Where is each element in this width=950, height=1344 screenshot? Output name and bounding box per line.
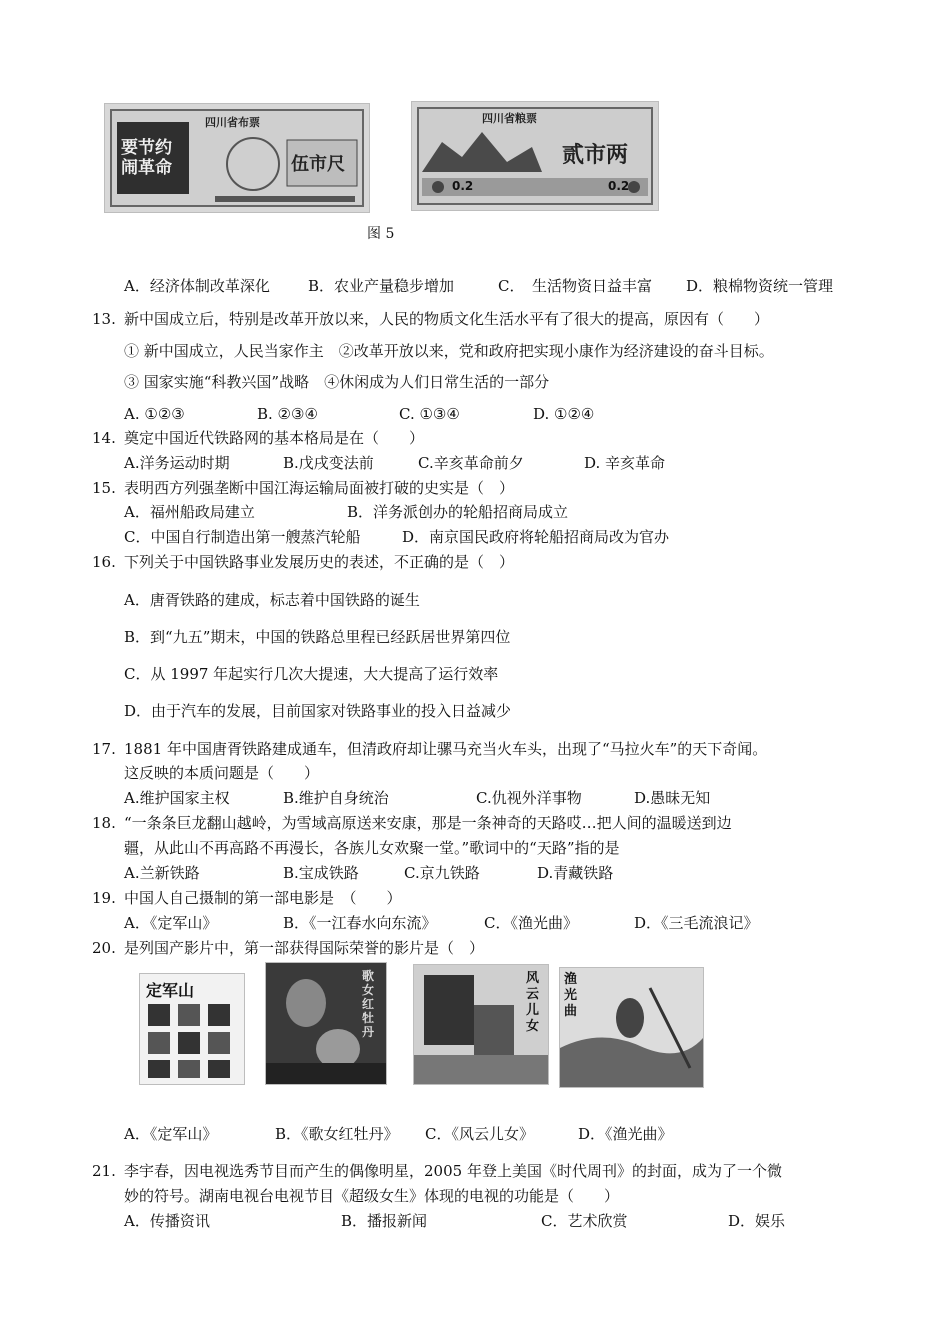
q18-option-d: D.青藏铁路	[537, 864, 614, 882]
q20-option-c: C．《风云儿女》	[425, 1125, 534, 1143]
q12-option-d: D．粮棉物资统一管理	[686, 277, 834, 295]
poster-ge-nv-title: 歌女红牡丹	[362, 969, 375, 1039]
q19-number: 19.	[92, 889, 116, 907]
grain-ticket-small-right: 0.2	[608, 179, 630, 193]
q19-option-c: C．《渔光曲》	[484, 914, 578, 932]
cloth-ticket-value: 伍市尺	[291, 154, 345, 175]
q13-option-d: D. ①②④	[533, 405, 595, 423]
q16-number: 16.	[92, 553, 116, 571]
poster-yu-guang-graphic	[560, 968, 703, 1087]
cloth-ticket-slogan: 要节约闹革命	[121, 138, 172, 178]
q20-stem: 是列国产影片中，第一部获得国际荣誉的影片是（ ）	[124, 939, 485, 957]
grain-ration-ticket-image	[411, 101, 659, 211]
q17-stem-line-2: 这反映的本质问题是（ ）	[124, 764, 320, 782]
q16-option-b: B．到“九五”期末，中国的铁路总里程已经跃居世界第四位	[124, 628, 511, 646]
q14-option-c: C.辛亥革命前夕	[418, 454, 524, 472]
q21-option-a: A．传播资讯	[124, 1212, 210, 1230]
q19-option-d: D．《三毛流浪记》	[634, 914, 759, 932]
q14-stem: 奠定中国近代铁路网的基本格局是在（ ）	[124, 429, 425, 447]
cloth-ticket-header: 四川省布票	[205, 116, 260, 129]
q18-number: 18.	[92, 814, 116, 832]
q13-option-b: B. ②③④	[257, 405, 318, 423]
q17-option-c: C.仇视外洋事物	[476, 789, 582, 807]
poster-yu-guang-title: 渔光曲	[564, 972, 578, 1019]
q19-option-b: B．《一江春水向东流》	[283, 914, 437, 932]
q13-option-a: A. ①②③	[124, 405, 185, 423]
q21-stem-line-1: 李宇春，因电视选秀节目而产生的偶像明星，2005 年登上美国《时代周刊》的封面，成为了一个微	[124, 1162, 782, 1180]
q19-stem: 中国人自己摄制的第一部电影是 （ ）	[124, 889, 402, 907]
q14-option-a: A.洋务运动时期	[124, 454, 230, 472]
q13-option-c: C. ①③④	[399, 405, 460, 423]
q21-option-d: D．娱乐	[728, 1212, 786, 1230]
q21-stem-line-2: 妙的符号。湖南电视台电视节目《超级女生》体现的电视的功能是（ ）	[124, 1187, 620, 1205]
poster-yu-guang-qu	[559, 967, 704, 1088]
q13-statement-2: ③ 国家实施“科教兴国”战略 ④休闲成为人们日常生活的一部分	[124, 373, 550, 391]
q15-stem: 表明西方列强垄断中国江海运输局面被打破的史实是（ ）	[124, 479, 515, 497]
q14-option-d: D. 辛亥革命	[584, 454, 666, 472]
q17-stem-line-1: 1881 年中国唐胥铁路建成通车，但清政府却让骡马充当火车头，出现了“马拉火车”的天下奇闻。	[124, 740, 768, 758]
figure-5-caption: 图 5	[367, 226, 395, 242]
q21-number: 21.	[92, 1162, 116, 1180]
q21-option-b: B．播报新闻	[341, 1212, 428, 1230]
q14-option-b: B.戊戌变法前	[283, 454, 374, 472]
q15-option-a: A．福州船政局建立	[124, 503, 255, 521]
q17-option-d: D.愚昧无知	[634, 789, 711, 807]
q16-option-a: A．唐胥铁路的建成，标志着中国铁路的诞生	[124, 591, 420, 609]
q13-number: 13.	[92, 310, 116, 328]
q18-option-a: A.兰新铁路	[124, 864, 200, 882]
q16-option-c: C．从 1997 年起实行几次大提速，大大提高了运行效率	[124, 665, 499, 683]
q20-option-a: A．《定军山》	[124, 1125, 218, 1143]
q20-option-d: D．《渔光曲》	[578, 1125, 673, 1143]
q13-statement-1: ① 新中国成立，人民当家作主 ②改革开放以来，党和政府把实现小康作为经济建设的奋斗目标。	[124, 342, 774, 360]
poster-ding-jun-shan	[139, 973, 245, 1085]
q21-option-c: C．艺术欣赏	[541, 1212, 628, 1230]
q18-option-c: C.京九铁路	[404, 864, 480, 882]
q15-number: 15.	[92, 479, 116, 497]
q16-option-d: D．由于汽车的发展，目前国家对铁路事业的投入日益减少	[124, 702, 512, 720]
q18-stem-line-2: 疆，从此山不再高路不再漫长，各族儿女欢聚一堂。”歌词中的“天路”指的是	[124, 839, 620, 857]
q20-number: 20.	[92, 939, 116, 957]
poster-ge-nv-hong-mu-dan	[265, 962, 387, 1085]
q17-option-b: B.维护自身统治	[283, 789, 389, 807]
q18-option-b: B.宝成铁路	[283, 864, 359, 882]
q12-option-a: A．经济体制改革深化	[124, 277, 270, 295]
q15-option-c: C．中国自行制造出第一艘蒸汽轮船	[124, 528, 361, 546]
q16-stem: 下列关于中国铁路事业发展历史的表述，不正确的是（ ）	[124, 553, 515, 571]
q15-option-d: D．南京国民政府将轮船招商局改为官办	[402, 528, 670, 546]
q18-stem-line-1: “一条条巨龙翻山越岭，为雪域高原送来安康，那是一条神奇的天路哎…把人间的温暖送到边	[124, 814, 732, 832]
q13-stem: 新中国成立后，特别是改革开放以来，人民的物质文化生活水平有了很大的提高，原因有（ ）	[124, 310, 770, 328]
grain-ticket-small-left: 0.2	[452, 179, 474, 193]
q17-option-a: A.维护国家主权	[124, 789, 230, 807]
q20-option-b: B．《歌女红牡丹》	[275, 1125, 399, 1143]
poster-ding-jun-shan-title: 定军山	[146, 981, 195, 1000]
grain-ticket-value: 贰市两	[562, 143, 629, 168]
q15-option-b: B．洋务派创办的轮船招商局成立	[347, 503, 569, 521]
q12-option-c: C． 生活物资日益丰富	[498, 277, 652, 295]
poster-feng-yun-er-nv	[413, 964, 549, 1085]
grain-ticket-header: 四川省粮票	[482, 112, 537, 125]
q12-option-b: B．农业产量稳步增加	[308, 277, 455, 295]
cloth-ration-ticket-image	[104, 103, 370, 213]
q19-option-a: A．《定军山》	[124, 914, 218, 932]
q17-number: 17.	[92, 740, 116, 758]
poster-feng-yun-title: 风云儿女	[526, 971, 540, 1034]
q14-number: 14.	[92, 429, 116, 447]
